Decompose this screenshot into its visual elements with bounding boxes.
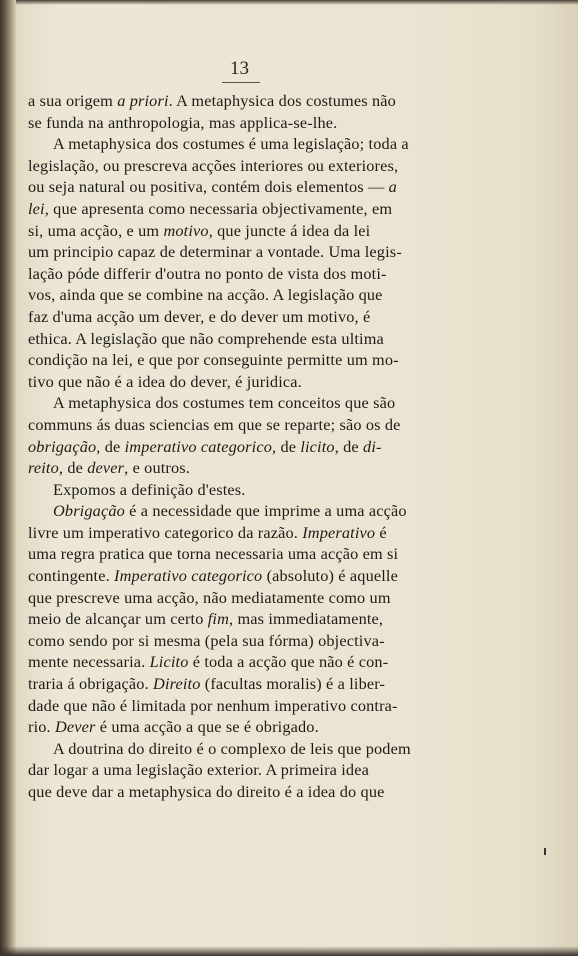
text-run: , de — [58, 458, 88, 478]
text-line — [28, 522, 558, 544]
text-line — [28, 565, 558, 587]
text-run: um principio capaz de determinar a vontade. Uma legis- — [28, 242, 402, 262]
text-run: livre um imperativo categorico da razão. — [28, 522, 303, 542]
text-line — [28, 90, 558, 112]
text-run: , que apresenta como necessaria objectivamente, em — [44, 198, 393, 218]
text-run: se funda na anthropologia, mas applica-se-lhe. — [28, 112, 338, 132]
text-line — [28, 716, 558, 738]
text-line — [28, 479, 558, 501]
italic-term: Direito — [153, 674, 201, 694]
page-number: 13 — [230, 58, 249, 79]
italic-term: Imperativo — [302, 522, 376, 542]
text-line — [28, 328, 558, 350]
italic-term: a — [388, 177, 397, 197]
text-run: , de — [272, 436, 301, 456]
text-line — [28, 630, 558, 652]
text-run: . A metaphysica dos costumes não — [168, 91, 396, 110]
text-line — [28, 651, 558, 673]
text-line — [28, 155, 558, 177]
italic-term: Dever — [54, 717, 96, 737]
text-line — [28, 738, 558, 760]
text-run: legislação, ou prescreva acções interiores ou exteriores, — [28, 155, 399, 175]
text-run: meio de alcançar um certo — [28, 609, 208, 629]
text-run: dade que não é limitada por nenhum imperativo contra- — [28, 695, 398, 715]
text-line — [28, 284, 558, 306]
ink-mark — [544, 848, 546, 855]
text-run: mente necessaria. — [28, 652, 150, 672]
text-run: , que juncte á idea da lei — [208, 220, 371, 240]
italic-term: licito — [300, 436, 335, 456]
text-run: contingente. — [28, 566, 115, 586]
text-run: , de — [334, 436, 364, 456]
text-run: , mas immediatamente, — [229, 609, 384, 629]
text-run: , e outros. — [124, 458, 191, 478]
italic-term: reito — [28, 458, 59, 478]
text-run: como sendo por si mesma (pela sua fórma) objectiva- — [28, 630, 385, 650]
italic-term: Imperativo categorico — [114, 566, 263, 586]
text-run: é toda a acção que não é con- — [188, 652, 389, 672]
text-line — [28, 781, 558, 803]
page-bottom-edge — [0, 946, 578, 956]
text-line — [28, 112, 558, 134]
text-line — [28, 349, 558, 371]
italic-term: Obrigação — [53, 501, 125, 521]
text-line — [28, 608, 558, 630]
text-run: A metaphysica dos costumes tem conceitos que são — [53, 393, 396, 413]
text-run: (absoluto) é aquelle — [262, 566, 398, 586]
italic-term: a priori — [117, 91, 169, 110]
text-line — [28, 457, 558, 479]
text-run: si, uma acção, e um — [28, 220, 164, 240]
text-run: tivo que não é a idea do dever, é juridica. — [28, 371, 302, 391]
text-run: lação póde differir d'outra no ponto de vista dos moti- — [28, 263, 387, 283]
text-line — [28, 543, 558, 565]
text-run: (facultas moralis) é a liber- — [200, 674, 386, 694]
body-text — [28, 90, 558, 803]
text-run: traria á obrigação. — [28, 674, 154, 694]
text-line — [28, 500, 558, 522]
text-line — [28, 371, 558, 393]
text-run: ou seja natural ou positiva, contém dois elementos — — [28, 177, 389, 197]
text-line — [28, 241, 558, 263]
text-run: uma regra pratica que torna necessaria uma acção em si — [28, 544, 399, 564]
text-run: faz d'uma acção um dever, e do dever um motivo, é — [28, 306, 371, 326]
text-line — [28, 306, 558, 328]
text-run: dar logar a uma legislação exterior. A primeira idea — [28, 760, 369, 780]
text-line — [28, 176, 558, 198]
text-line — [28, 392, 558, 414]
page-number-rule — [222, 82, 260, 83]
italic-term: imperativo categorico — [124, 436, 272, 456]
text-run: A doutrina do direito é o complexo de leis que podem — [53, 738, 411, 758]
text-run: Expomos a definição d'estes. — [53, 479, 246, 499]
text-line — [28, 414, 558, 436]
text-run: é a necessidade que imprime a uma acção — [124, 501, 407, 521]
text-run: A metaphysica dos costumes é uma legislação; toda a — [53, 134, 409, 154]
text-run: ethica. A legislação que não comprehende esta ultima — [28, 328, 384, 348]
text-run: é — [375, 522, 387, 542]
text-line — [28, 133, 558, 155]
text-line — [28, 759, 558, 781]
text-line — [28, 695, 558, 717]
italic-term: motivo — [163, 220, 209, 240]
italic-term: dever — [87, 458, 125, 478]
text-run: que deve dar a metaphysica do direito é a idea do que — [28, 782, 385, 801]
text-run: a sua origem — [28, 91, 118, 110]
italic-term: fim — [207, 609, 229, 629]
italic-term: di- — [363, 436, 382, 456]
text-line — [28, 673, 558, 695]
text-run: vos, ainda que se combine na acção. A legislação que — [28, 285, 383, 305]
text-run: que prescreve uma acção, não mediatamente como um — [28, 587, 391, 607]
italic-term: Licito — [149, 652, 189, 672]
text-line — [28, 198, 558, 220]
text-line — [28, 587, 558, 609]
book-binding-shadow — [0, 0, 16, 956]
italic-term: lei — [28, 198, 45, 218]
text-line — [28, 436, 558, 458]
page-top-edge — [0, 0, 578, 5]
text-line — [28, 263, 558, 285]
italic-term: obrigação — [28, 436, 97, 456]
text-run: rio. — [28, 717, 55, 737]
text-run: é uma acção a que se é obrigado. — [95, 717, 319, 737]
text-run: condição na lei, e que por conseguinte permitte um mo- — [28, 350, 399, 370]
text-run: , de — [96, 436, 125, 456]
text-run: communs ás duas sciencias em que se reparte; são os de — [28, 414, 401, 434]
text-line — [28, 220, 558, 242]
